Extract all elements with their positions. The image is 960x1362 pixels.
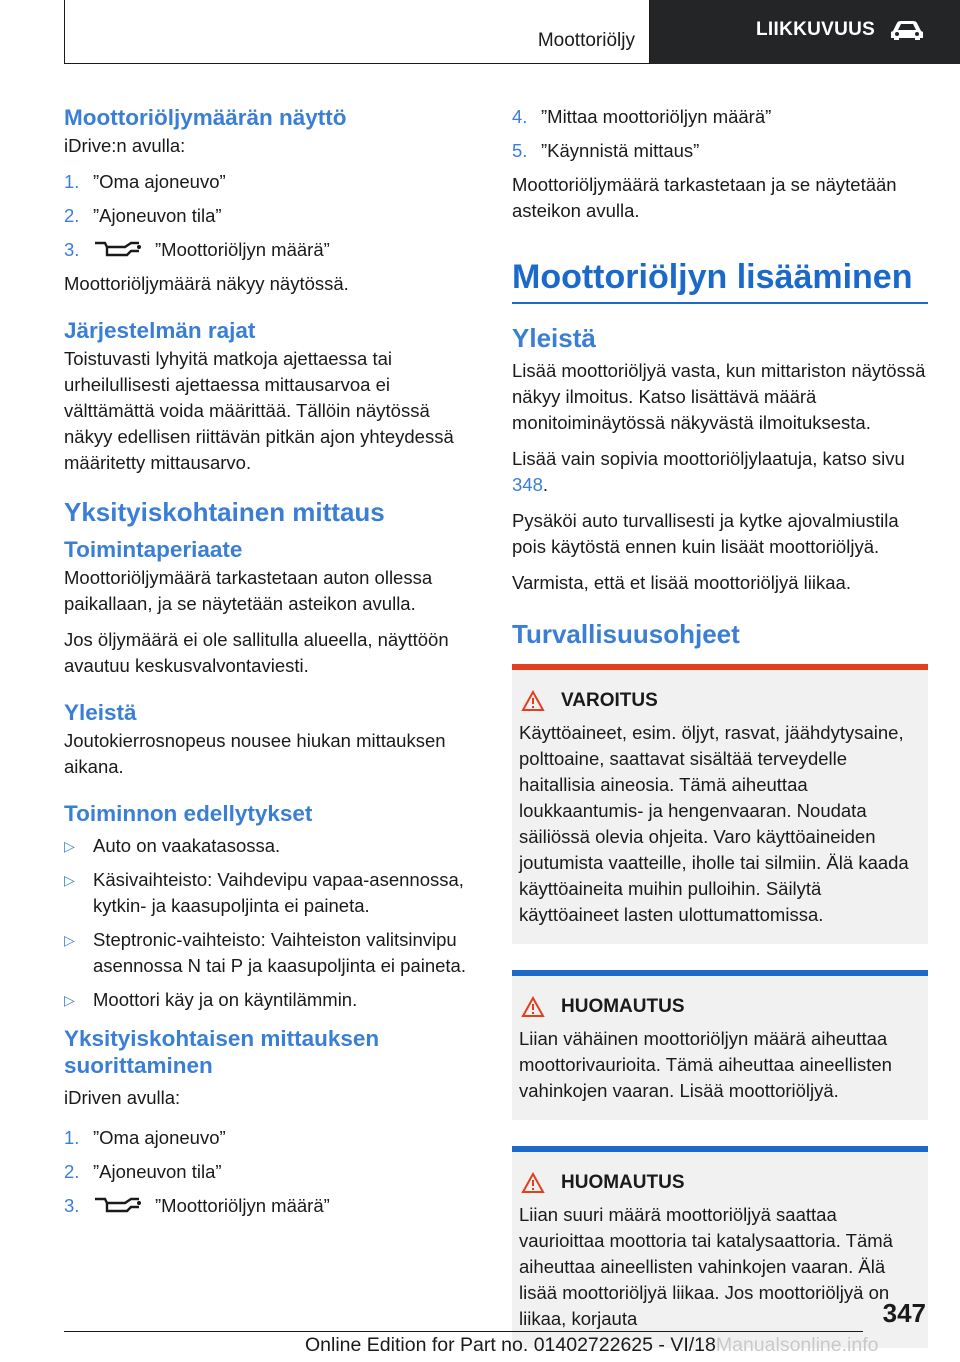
- notice-box-1: [512, 970, 928, 1120]
- list-item: ▷ Steptronic-vaihteisto: Vaihteiston valitsinvipu asennossa N tai P ja kaasupoljinta ei paineta.: [64, 927, 480, 979]
- perform-steps-continued: [512, 104, 928, 164]
- notice-label: HUOMAUTUS: [561, 996, 685, 1017]
- prerequisites-list: [64, 833, 480, 1013]
- page-link[interactable]: 348: [512, 474, 543, 495]
- left-column: [64, 100, 480, 1227]
- list-item: 4. ”Mittaa moottoriöljyn määrä”: [512, 106, 772, 127]
- footer-divider: [64, 1331, 863, 1332]
- vehicle-settings-icon: [93, 1195, 143, 1215]
- car-icon: [889, 19, 925, 41]
- page-number: 347: [882, 1298, 926, 1328]
- adding-general-3: Pysäköi auto turvallisesti ja kytke ajovalmiustila pois käytöstä ennen kuin lisäät moottoriöljyä.: [512, 510, 899, 557]
- heading-principle: Toimintaperiaate: [64, 537, 243, 562]
- heading-safety: Turvallisuusohjeet: [512, 619, 740, 649]
- perform-intro: iDriven avulla:: [64, 1087, 181, 1108]
- section-label: LIIKKUVUUS: [756, 19, 876, 40]
- list-item: 5. ”Käynnistä mittaus”: [512, 140, 700, 161]
- display-intro: iDrive:n avulla:: [64, 135, 186, 156]
- triangle-bullet-icon: ▷: [64, 872, 75, 888]
- notice-text: Liian vähäinen moottoriöljyn määrä aiheuttaa moottorivaurioita. Tämä aiheuttaa aineellisten vahinkojen vaaran. Lisää moottoriöljyä.: [519, 1028, 892, 1101]
- display-steps: [64, 169, 480, 263]
- heading-adding-oil: Moottoriöljyn lisääminen: [512, 256, 928, 304]
- right-column: [512, 100, 928, 1348]
- list-item: 2. ”Ajoneuvon tila”: [64, 205, 222, 226]
- footer-edition: Online Edition for Part no. 01402722625 - VI/18Manualsonline.info: [305, 1334, 879, 1356]
- heading-system-limits: Järjestelmän rajat: [64, 318, 256, 343]
- vehicle-settings-icon: [93, 239, 143, 259]
- warning-label: VAROITUS: [561, 690, 658, 711]
- list-item: 1. ”Oma ajoneuvo”: [64, 1127, 226, 1148]
- list-item: ▷ Käsivaihteisto: Vaihdevipu vapaa-asennossa, kytkin- ja kaasupoljinta ei paineta.: [64, 867, 480, 919]
- header-title-box: [64, 0, 650, 64]
- heading-detailed-measurement: Yksityiskohtainen mittaus: [64, 497, 385, 527]
- triangle-bullet-icon: ▷: [64, 838, 75, 854]
- notice-box-2: [512, 1146, 928, 1348]
- list-item: 1. ”Oma ajoneuvo”: [64, 171, 226, 192]
- heading-general: Yleistä: [64, 700, 137, 725]
- heading-oil-display: Moottoriöljymäärän näyttö: [64, 105, 347, 130]
- limits-text: Toistuvasti lyhyitä matkoja ajettaessa tai urheilullisesti ajettaessa mittausarvoa ei välttämättä voida määrittää. Tällöin näytössä näkyy edellisen riittävän pitkän ajon yhteydessä määritetty mittausarvo.: [64, 348, 454, 473]
- list-item: 3. ”Moottoriöljyn määrä”: [64, 1195, 330, 1216]
- page-header-title: Moottoriöljy: [537, 30, 635, 51]
- adding-general-2: Lisää vain sopivia moottoriöljylaatuja, katso sivu 348.: [512, 448, 905, 495]
- notice-label: HUOMAUTUS: [561, 1172, 685, 1193]
- heading-general-right: Yleistä: [512, 323, 596, 353]
- principle-text-1: Moottoriöljymäärä tarkastetaan auton ollessa paikallaan, ja se näytetään asteikon avulla.: [64, 567, 433, 614]
- notice-triangle-icon: [521, 1172, 545, 1194]
- adding-general-1: Lisää moottoriöljyä vasta, kun mittariston näytössä näkyy ilmoitus. Katso lisättävä määrä monitoiminäytössä näkyvästä ilmoituksesta.: [512, 360, 926, 433]
- principle-text-2: Jos öljymäärä ei ole sallitulla alueella, näyttöön avautuu keskusvalvontaviesti.: [64, 629, 449, 676]
- perform-result: Moottoriöljymäärä tarkastetaan ja se näytetään asteikon avulla.: [512, 174, 897, 221]
- list-item: ▷ Auto on vaakatasossa.: [64, 833, 480, 859]
- heading-perform-measurement: Yksityiskohtaisen mittauksen suorittaminen: [64, 1026, 380, 1078]
- notice-triangle-icon: [521, 996, 545, 1018]
- triangle-bullet-icon: ▷: [64, 992, 75, 1008]
- warning-triangle-icon: [521, 690, 545, 712]
- heading-prerequisites: Toiminnon edellytykset: [64, 801, 313, 826]
- warning-box: [512, 664, 928, 944]
- footer-watermark: Manualsonline.info: [715, 1334, 879, 1356]
- list-item: 3. ”Moottoriöljyn määrä”: [64, 239, 330, 260]
- display-result: Moottoriöljymäärä näkyy näytössä.: [64, 273, 349, 294]
- perform-steps: [64, 1125, 480, 1219]
- list-item: 2. ”Ajoneuvon tila”: [64, 1161, 222, 1182]
- adding-general-4: Varmista, että et lisää moottoriöljyä liikaa.: [512, 572, 851, 593]
- list-item: ▷ Moottori käy ja on käyntilämmin.: [64, 987, 480, 1013]
- general-text: Joutokierrosnopeus nousee hiukan mittauksen aikana.: [64, 730, 446, 777]
- notice-text: Liian suuri määrä moottoriöljyä saattaa vaurioittaa moottoria tai katalysaattoria. Tämä aiheuttaa aineellisten vahinkojen vaaran. Älä lisää moottoriöljyä liikaa. Jos moottoriöljyä on liikaa, korjauta: [519, 1204, 893, 1329]
- triangle-bullet-icon: ▷: [64, 932, 75, 948]
- section-tab: [650, 0, 960, 64]
- warning-text: Käyttöaineet, esim. öljyt, rasvat, jäähdytysaine, polttoaine, saattavat sisältää terveydelle haitallisia aineosia. Tämä aiheuttaa loukkaantumis- ja hengenvaaran. Noudata säiliössä olevia ohjeita. Varo käyttöaineiden joutumista vaatteille, iholle tai silmiin. Älä kaada käyttöaineita muihin pulloihin. Säilytä käyttöaineet lasten ulottumattomissa.: [519, 722, 909, 925]
